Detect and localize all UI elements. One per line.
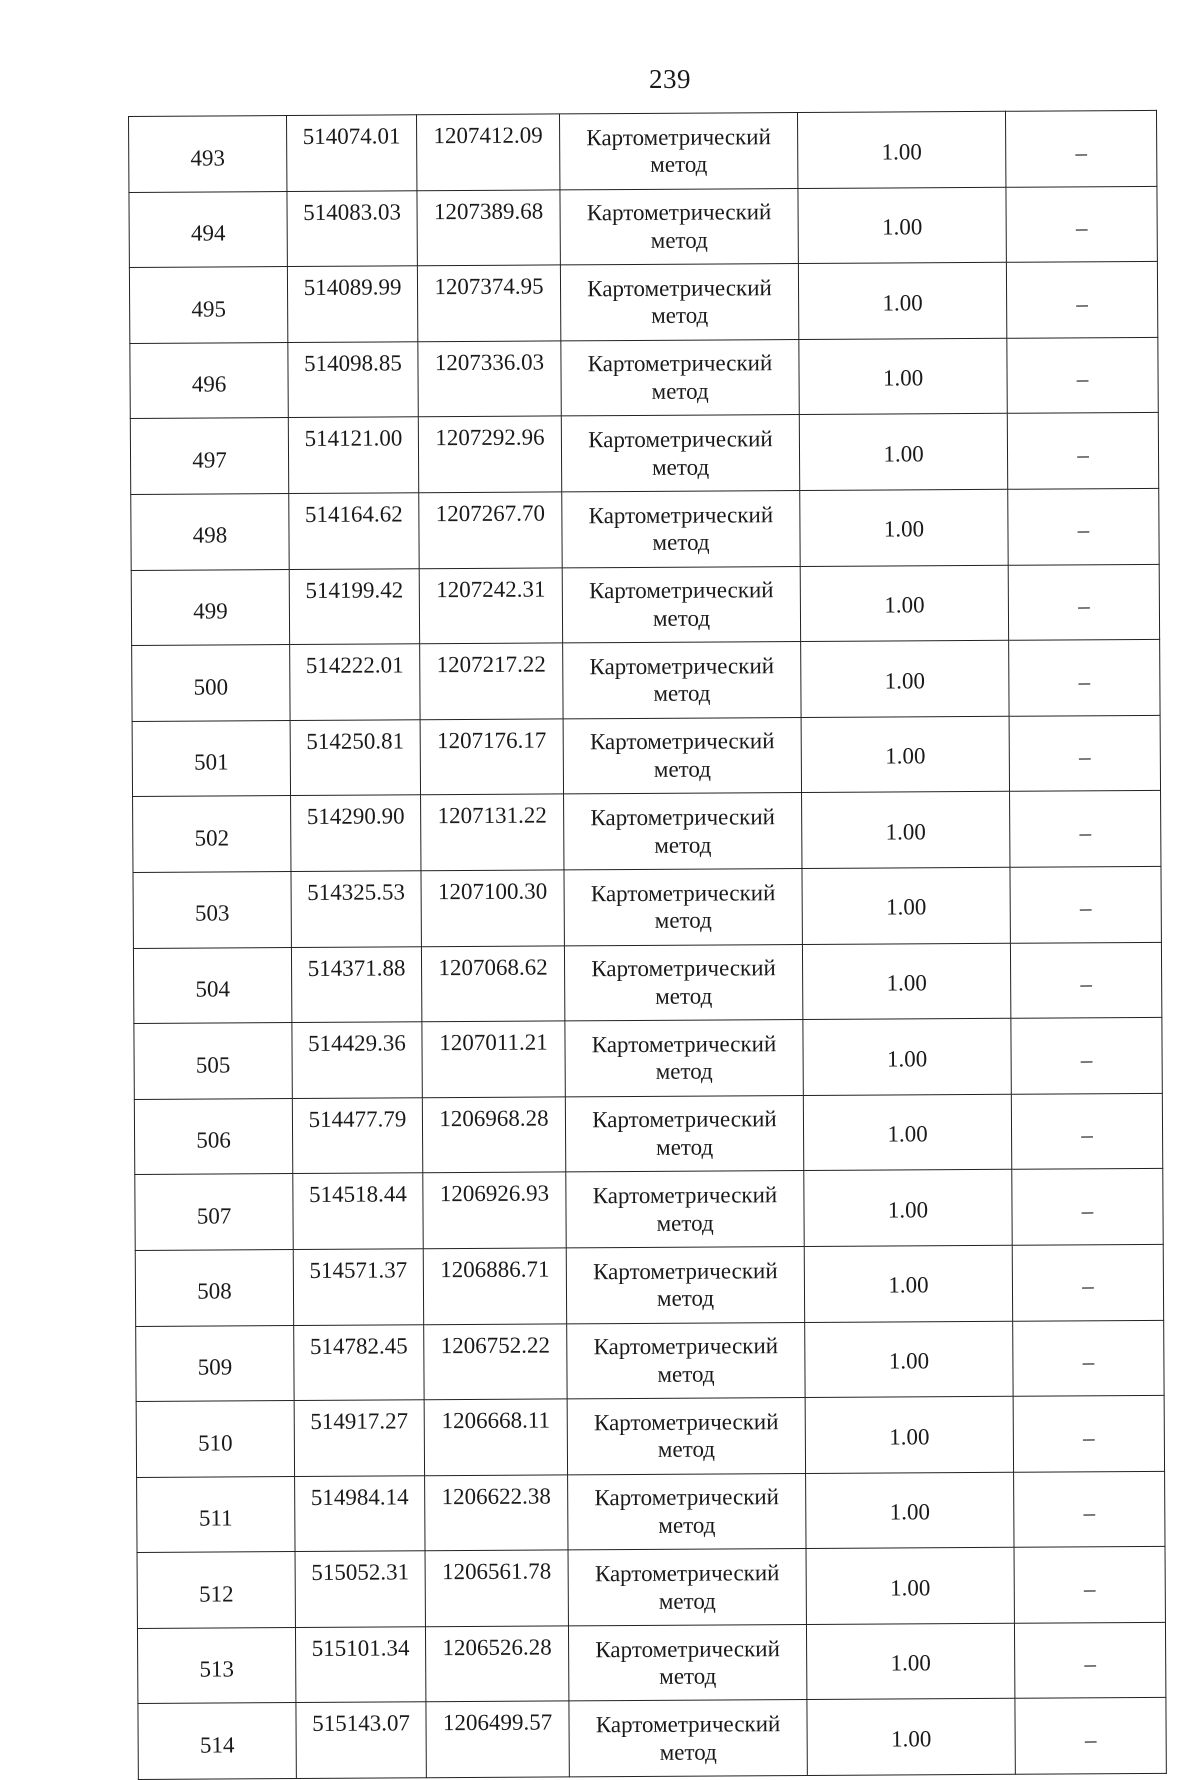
description-cell: –: [1011, 1093, 1162, 1169]
method-cell: [567, 1398, 805, 1475]
method-cell: [566, 1171, 804, 1248]
point-number-cell: 493: [129, 116, 287, 193]
description-cell: –: [1015, 1698, 1166, 1774]
x-coordinate-cell: 514098.85: [288, 342, 418, 418]
y-coordinate-cell: 1207242.31: [419, 567, 562, 643]
method-line-1: Картометрический: [593, 1257, 778, 1284]
method-line-1: Картометрический: [592, 1182, 778, 1209]
y-coordinate-cell: 1207068.62: [421, 945, 564, 1021]
description-cell: –: [1006, 186, 1157, 262]
x-coordinate-cell: 514222.01: [290, 644, 420, 720]
method-cell: [561, 415, 799, 492]
description-cell: –: [1007, 337, 1158, 413]
page-number: 239: [649, 64, 691, 94]
point-number-cell: 500: [132, 645, 290, 722]
accuracy-cell: 1.00: [805, 1321, 1013, 1398]
table-row: [133, 866, 1161, 948]
accuracy-cell: 1.00: [802, 792, 1010, 869]
method-line-1: Картометрический: [586, 123, 771, 150]
method-line-1: Картометрический: [594, 1560, 780, 1587]
point-number-cell: 495: [129, 267, 287, 344]
x-coordinate-cell: 515052.31: [295, 1551, 425, 1627]
point-number-cell: 506: [134, 1098, 292, 1175]
accuracy-cell: 1.00: [801, 716, 1009, 793]
accuracy-cell: 1.00: [806, 1548, 1014, 1625]
accuracy-cell: 1.00: [801, 640, 1009, 717]
method-line-1: Картометрический: [589, 653, 775, 680]
accuracy-cell: 1.00: [798, 262, 1006, 339]
method-line-1: Картометрический: [595, 1711, 781, 1738]
method-cell: [559, 113, 797, 190]
method-line-2: метод: [653, 681, 711, 707]
method-line-2: метод: [654, 832, 712, 858]
table-row: [134, 1093, 1162, 1175]
point-number-cell: 497: [130, 418, 288, 495]
y-coordinate-cell: 1206499.57: [426, 1701, 569, 1777]
method-cell: [566, 1246, 804, 1323]
y-coordinate-cell: 1206968.28: [422, 1097, 565, 1173]
point-number-cell: 496: [130, 342, 288, 419]
accuracy-cell: 1.00: [800, 565, 1008, 642]
method-cell: [563, 717, 801, 794]
x-coordinate-cell: 514429.36: [292, 1022, 422, 1098]
point-number-cell: 503: [133, 871, 291, 948]
accuracy-cell: 1.00: [807, 1699, 1015, 1776]
method-cell: [563, 642, 801, 719]
description-cell: –: [1012, 1169, 1163, 1245]
x-coordinate-cell: 514083.03: [287, 190, 417, 266]
y-coordinate-cell: 1207100.30: [421, 870, 564, 946]
method-line-2: метод: [655, 1058, 713, 1085]
y-coordinate-cell: 1207412.09: [416, 114, 559, 190]
method-line-1: Картометрический: [591, 1030, 777, 1058]
method-line-2: метод: [657, 1361, 715, 1387]
accuracy-cell: 1.00: [802, 867, 1010, 944]
point-number-cell: 508: [135, 1249, 293, 1326]
method-line-1: Картометрический: [588, 501, 774, 528]
method-line-1: Картометрический: [590, 804, 775, 831]
method-line-2: метод: [652, 529, 710, 556]
point-number-cell: 514: [138, 1703, 296, 1780]
table-row: [130, 337, 1158, 419]
description-cell: –: [1011, 1018, 1162, 1094]
method-line-2: метод: [656, 1210, 714, 1236]
y-coordinate-cell: 1206886.71: [423, 1248, 566, 1324]
accuracy-cell: 1.00: [804, 1245, 1012, 1322]
method-line-2: метод: [651, 303, 709, 329]
table-row: [130, 413, 1158, 495]
y-coordinate-cell: 1206526.28: [425, 1626, 568, 1702]
description-cell: –: [1009, 715, 1160, 791]
table-row: [131, 564, 1159, 646]
x-coordinate-cell: 514477.79: [292, 1097, 422, 1173]
method-line-2: метод: [655, 983, 713, 1009]
table-row: [137, 1622, 1165, 1704]
method-cell: [565, 1020, 803, 1097]
method-cell: [568, 1549, 806, 1626]
y-coordinate-cell: 1206752.22: [424, 1323, 567, 1399]
method-line-1: Картометрический: [587, 275, 772, 302]
table-row: [133, 942, 1161, 1024]
accuracy-cell: 1.00: [806, 1472, 1014, 1549]
description-cell: –: [1012, 1244, 1163, 1320]
point-number-cell: 498: [131, 494, 289, 571]
table-row: [129, 186, 1157, 268]
description-cell: –: [1010, 942, 1161, 1018]
point-number-cell: 502: [133, 796, 291, 873]
method-cell: [568, 1473, 806, 1550]
method-line-1: Картометрический: [587, 350, 773, 377]
y-coordinate-cell: 1207011.21: [422, 1021, 565, 1097]
coordinates-table: [128, 110, 1167, 1780]
method-cell: [560, 188, 798, 265]
method-line-2: метод: [659, 1663, 717, 1690]
table-row: [134, 1018, 1162, 1100]
table-row: [132, 715, 1160, 797]
x-coordinate-cell: 514984.14: [295, 1475, 425, 1551]
x-coordinate-cell: 514518.44: [293, 1173, 423, 1249]
method-line-1: Картометрический: [590, 879, 776, 906]
method-line-1: Картометрический: [593, 1333, 779, 1360]
point-number-cell: 501: [132, 720, 290, 797]
method-cell: [562, 490, 800, 567]
y-coordinate-cell: 1207336.03: [418, 341, 561, 417]
x-coordinate-cell: 514089.99: [287, 266, 417, 342]
point-number-cell: 494: [129, 191, 287, 268]
table-row: [133, 791, 1161, 873]
accuracy-cell: 1.00: [797, 111, 1005, 188]
description-cell: –: [1014, 1547, 1165, 1623]
method-line-1: Картометрический: [593, 1408, 779, 1436]
y-coordinate-cell: 1207292.96: [418, 416, 561, 492]
x-coordinate-cell: 514290.90: [291, 795, 421, 871]
x-coordinate-cell: 514199.42: [289, 568, 419, 644]
point-number-cell: 499: [131, 569, 289, 646]
table-row: [131, 488, 1159, 570]
method-line-2: метод: [657, 1436, 716, 1463]
table-row: [137, 1547, 1165, 1629]
table-row: [135, 1244, 1163, 1326]
description-cell: –: [1014, 1471, 1165, 1547]
description-cell: –: [1014, 1622, 1165, 1698]
coordinates-table-body: [129, 110, 1167, 1779]
method-line-2: метод: [658, 1512, 716, 1538]
method-cell: [564, 793, 802, 870]
method-line-2: метод: [656, 1134, 714, 1160]
description-cell: –: [1008, 564, 1159, 640]
method-line-2: метод: [656, 1285, 715, 1312]
description-cell: –: [1013, 1320, 1164, 1396]
point-number-cell: 505: [134, 1023, 292, 1100]
point-number-cell: 511: [137, 1476, 295, 1553]
point-number-cell: 512: [137, 1552, 295, 1629]
accuracy-cell: 1.00: [805, 1396, 1013, 1473]
description-cell: –: [1013, 1395, 1164, 1471]
point-number-cell: 510: [136, 1401, 294, 1478]
y-coordinate-cell: 1207131.22: [421, 794, 564, 870]
method-line-1: Картометрический: [588, 577, 774, 604]
method-cell: [560, 264, 798, 341]
method-line-2: метод: [659, 1739, 717, 1765]
x-coordinate-cell: 514917.27: [294, 1400, 424, 1476]
description-cell: –: [1008, 488, 1159, 564]
method-line-2: метод: [658, 1588, 716, 1614]
method-line-2: метод: [651, 378, 709, 404]
x-coordinate-cell: 514121.00: [288, 417, 418, 493]
table-row: [129, 110, 1157, 192]
y-coordinate-cell: 1206668.11: [424, 1399, 567, 1475]
accuracy-cell: 1.00: [803, 1094, 1011, 1171]
description-cell: –: [1010, 866, 1161, 942]
description-cell: –: [1005, 110, 1156, 186]
x-coordinate-cell: 514164.62: [289, 493, 419, 569]
x-coordinate-cell: 514074.01: [287, 115, 417, 191]
coordinates-table-wrapper: [128, 110, 1166, 1780]
method-line-1: Картометрический: [589, 728, 775, 755]
y-coordinate-cell: 1206926.93: [423, 1172, 566, 1248]
x-coordinate-cell: 514250.81: [290, 720, 420, 796]
accuracy-cell: 1.00: [803, 1018, 1011, 1095]
method-line-1: Картометрический: [595, 1635, 780, 1662]
x-coordinate-cell: 514325.53: [291, 871, 421, 947]
point-number-cell: 504: [133, 947, 291, 1024]
method-cell: [564, 944, 802, 1021]
method-line-2: метод: [653, 756, 711, 782]
description-cell: –: [1010, 791, 1161, 867]
method-line-2: метод: [652, 605, 711, 631]
accuracy-cell: 1.00: [804, 1170, 1012, 1247]
y-coordinate-cell: 1207374.95: [417, 265, 560, 341]
method-line-2: метод: [654, 907, 712, 934]
point-number-cell: 509: [136, 1325, 294, 1402]
table-row: [135, 1169, 1163, 1251]
x-coordinate-cell: 515143.07: [296, 1702, 426, 1778]
method-line-1: Картометрический: [586, 199, 772, 226]
description-cell: –: [1009, 640, 1160, 716]
y-coordinate-cell: 1207267.70: [419, 492, 562, 568]
y-coordinate-cell: 1207217.22: [420, 643, 563, 719]
x-coordinate-cell: 514371.88: [291, 946, 421, 1022]
accuracy-cell: 1.00: [800, 489, 1008, 566]
point-number-cell: 507: [135, 1174, 293, 1251]
method-line-2: метод: [651, 454, 710, 480]
x-coordinate-cell: 514571.37: [293, 1249, 423, 1325]
description-cell: –: [1007, 413, 1158, 489]
method-cell: [567, 1322, 805, 1399]
method-cell: [562, 566, 800, 643]
method-cell: [561, 339, 799, 416]
table-row: [138, 1698, 1166, 1780]
method-line-1: Картометрический: [594, 1484, 780, 1511]
y-coordinate-cell: 1206561.78: [425, 1550, 568, 1626]
accuracy-cell: 1.00: [806, 1623, 1014, 1700]
x-coordinate-cell: 515101.34: [295, 1627, 425, 1703]
point-number-cell: 513: [137, 1627, 295, 1704]
table-row: [137, 1471, 1165, 1553]
accuracy-cell: 1.00: [798, 187, 1006, 264]
method-line-1: Картометрический: [592, 1106, 777, 1133]
method-line-2: метод: [650, 151, 708, 178]
table-row: [136, 1320, 1164, 1402]
accuracy-cell: 1.00: [799, 338, 1007, 415]
method-cell: [569, 1700, 807, 1777]
accuracy-cell: 1.00: [799, 414, 1007, 491]
accuracy-cell: 1.00: [802, 943, 1010, 1020]
table-row: [132, 640, 1160, 722]
method-cell: [565, 1095, 803, 1172]
method-cell: [568, 1624, 806, 1701]
y-coordinate-cell: 1206622.38: [425, 1475, 568, 1551]
method-line-1: Картометрический: [591, 955, 776, 982]
method-line-2: метод: [650, 227, 708, 253]
y-coordinate-cell: 1207176.17: [420, 719, 563, 795]
method-line-1: Картометрический: [588, 426, 773, 453]
table-row: [136, 1395, 1164, 1477]
x-coordinate-cell: 514782.45: [294, 1324, 424, 1400]
y-coordinate-cell: 1207389.68: [417, 190, 560, 266]
method-cell: [564, 868, 802, 945]
description-cell: –: [1006, 262, 1157, 338]
table-row: [129, 262, 1157, 344]
